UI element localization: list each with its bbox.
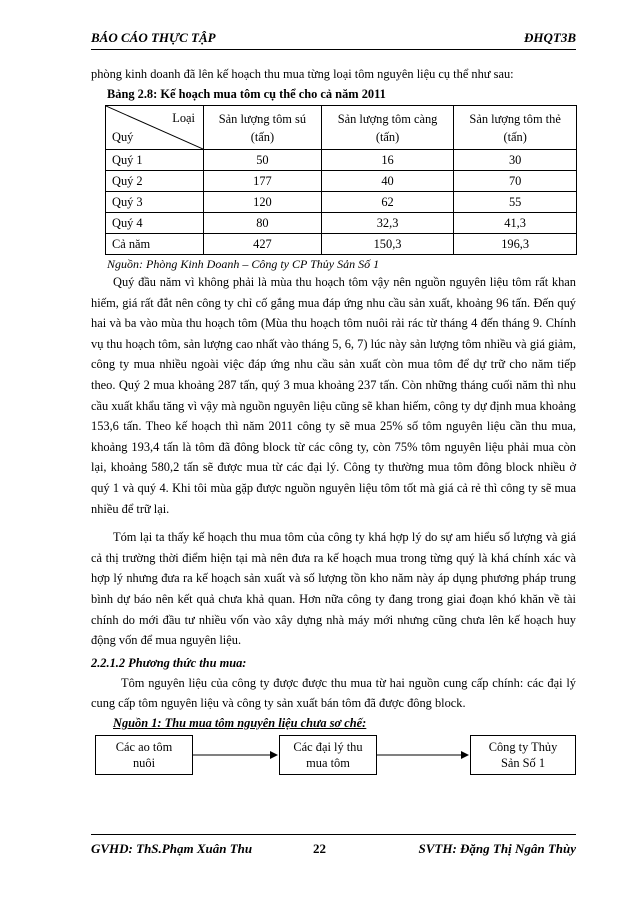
col-header-river-prawn: Sản lượng tôm càng (tấn)	[321, 106, 453, 150]
purchase-plan-table	[105, 105, 577, 255]
page-content	[91, 64, 576, 785]
table-caption: Bảng 2.8: Kế hoạch mua tôm cụ thể cho cả năm 2011	[107, 87, 386, 101]
table-cell: 32,3	[321, 213, 453, 234]
table-row	[106, 213, 577, 234]
table-corner-cell	[106, 106, 204, 150]
row-label: Quý 4	[106, 213, 204, 234]
footer-student: SVTH: Đặng Thị Ngân Thùy	[418, 841, 576, 856]
flow-box-shrimp-ponds: Các ao tôm nuôi	[95, 735, 193, 775]
section-heading: 2.2.1.2 Phương thức thu mua:	[91, 655, 247, 670]
table-header-row	[106, 106, 577, 150]
table-cell: 427	[204, 234, 322, 255]
flow-box-agents: Các đại lý thu mua tôm	[279, 735, 377, 775]
table-cell: 120	[204, 192, 322, 213]
table-cell: 41,3	[454, 213, 577, 234]
page-number: 22	[313, 841, 326, 856]
table-cell: 40	[321, 171, 453, 192]
row-label: Cả năm	[106, 234, 204, 255]
corner-label-type: Loại	[172, 111, 195, 125]
page-header	[91, 28, 576, 50]
header-class-code: ĐHQT3B	[524, 30, 576, 45]
row-label: Quý 1	[106, 150, 204, 171]
flow-box-company: Công ty Thủy Sản Số 1	[470, 735, 576, 775]
table-cell: 30	[454, 150, 577, 171]
corner-label-quarter: Quý	[112, 130, 134, 144]
table-cell: 62	[321, 192, 453, 213]
table-cell: 55	[454, 192, 577, 213]
table-row-total	[106, 234, 577, 255]
row-label: Quý 2	[106, 171, 204, 192]
table-cell: 177	[204, 171, 322, 192]
table-row	[106, 192, 577, 213]
page-footer	[91, 834, 576, 864]
table-cell: 80	[204, 213, 322, 234]
table-cell: 16	[321, 150, 453, 171]
table-row	[106, 150, 577, 171]
col-header-tiger-shrimp: Sản lượng tôm sú (tấn)	[204, 106, 322, 150]
body-paragraph-1: Quý đầu năm vì không phải là mùa thu hoạch tôm vậy nên nguồn nguyên liệu tôm rất khan hiếm, giá rất đắt nên công ty chỉ cố gắng mua đáp ứng nhu cầu sản xuất, khoảng 96 tấn. Đến quý hai và ba vào mùa thu hoạch tôm (Mùa thu hoạch tôm nuôi rải rác từ tháng 4 đến tháng 9. Chính vụ thu hoạch tôm, sản lượng cao nhất vào tháng 5, 6, 7) lúc này sản lượng tôm nhiều và giá giảm, công ty mua nhiều ngoài việc đáp ứng nhu cầu sản xuất còn mua tôm để dự trữ cho năm tiếp theo. Quý 2 mua khoảng 287 tấn, quý 3 mua khoảng 237 tấn. Còn những tháng cuối năm thì nhu cầu xuất khẩu tăng vì vậy mà nguồn nguyên liệu cũng sẽ khan hiếm, công ty dự định mua khoảng 153,6 tấn. Theo kế hoạch thì năm 2011 công ty sẽ mua 25% số tôm nguyên liệu cần thu mua, khoảng 193,4 tấn là tôm đã đông block từ các công ty, còn 75% tôm nguyên liệu phải mua còn lại, khoảng 580,2 tấn sẽ được mua từ các đại lý. Công ty thường mua tôm đông block nhiều ở quý 1 và quý 4. Khi tôi mùa gặp được nguồn nguyên liệu tôm tốt mà giá cả rẻ thì công ty sẽ mua nhiều để trữ lại.	[91, 275, 576, 516]
intro-text: phòng kinh doanh đã lên kế hoạch thu mua từng loại tôm nguyên liệu cụ thể như sau:	[91, 67, 514, 81]
table-cell: 70	[454, 171, 577, 192]
table-row	[106, 171, 577, 192]
row-label: Quý 3	[106, 192, 204, 213]
body-paragraph-3: Tôm nguyên liệu của công ty được được thu mua từ hai nguồn cung cấp chính: các đại lý cung cấp tôm nguyên liệu và công ty sản xuất bán tôm đã được đông block.	[91, 675, 576, 710]
footer-advisor: GVHD: ThS.Phạm Xuân Thu	[91, 841, 253, 856]
body-paragraph-2: Tóm lại ta thấy kế hoạch thu mua tôm của công ty khá hợp lý do sự am hiểu số lượng và giá cả thị trường thời điểm hiện tại mà nên đưa ra kế hoạch mua trong từng quý là khá chính xác và hợp lý nhưng đưa ra kế hoạch sản xuất và số lượng tồn kho năm này áp dụng phương pháp trung bình dự báo nên kết quả chưa khả quan. Hơn nữa công ty đang trong giai đoạn khó khăn về tài chính do mới đầu tư nhiều vốn vào xây dựng nhà máy mới nhưng cũng chưa lên kế hoạch huy động vốn để mua nguyên liệu.	[91, 530, 576, 648]
table-source: Nguồn: Phòng Kinh Doanh – Công ty CP Thủy Sản Số 1	[107, 257, 380, 271]
table-cell: 196,3	[454, 234, 577, 255]
table-cell: 50	[204, 150, 322, 171]
col-header-white-shrimp: Sản lượng tôm thẻ (tấn)	[454, 106, 577, 150]
source-1-heading: Nguồn 1: Thu mua tôm nguyên liệu chưa sơ chế:	[113, 715, 367, 730]
supply-flow-diagram	[91, 735, 576, 785]
header-title: BÁO CÁO THỰC TẬP	[91, 30, 216, 45]
table-cell: 150,3	[321, 234, 453, 255]
